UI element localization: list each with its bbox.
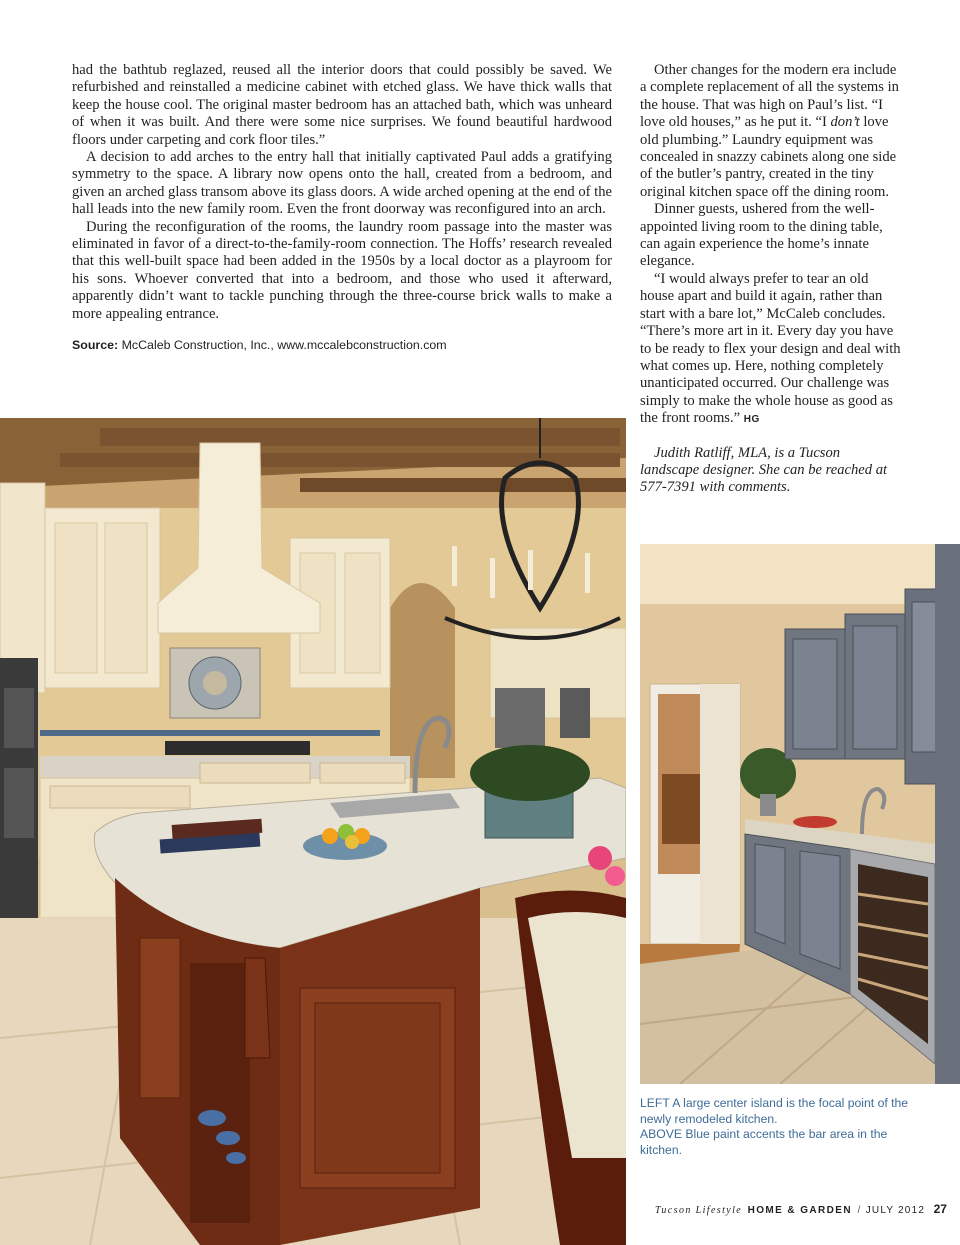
article-paragraph [640,271,902,429]
caption-above-text: Blue paint accents the bar area in the kitchen. [640,1127,888,1157]
article-paragraph: had the bathtub reglazed, reused all the interior doors that could possibly be saved. We refurbished and reinstalled a medicine cabinet with etched glass. We have thick walls that keep the house cool. The original master bedroom has an attached bath, which was unheard of when it was built. And there were some nice surprises. We found beautiful hardwood floors under carpeting and cork floor tiles.” [72,62,612,148]
article-paragraph [640,62,902,201]
paragraph-text: “I would always prefer to tear an old house apart and build it again, rather than start with a bare lot,” McCaleb concludes. “There’s more art in it. Every day you have to be ready to flex your design and deal with what comes up. Here, nothing completely unanticipated occurred. Our challenge was simply to make the whole house as good as the front rooms.” [640,270,901,427]
end-mark: HG [743,414,760,426]
author-bio: Judith Ratliff, MLA, is a Tucson landscape designer. She can be reached at 577-7391 with comments. [640,444,888,496]
source-credit [72,337,612,353]
emphasis-text: don’t [830,114,860,131]
caption-left-text: A large center island is the focal point of the newly remodeled kitchen. [640,1096,909,1126]
bar-area-illustration [640,544,960,1084]
footer-separator: / [857,1205,861,1216]
caption-left-label: LEFT [640,1096,670,1110]
section-name: HOME & GARDEN [747,1205,852,1216]
magazine-name: Tucson Lifestyle [655,1205,743,1216]
kitchen-island-illustration [0,418,626,1245]
source-label: Source: [72,338,119,353]
photo-captions [640,1096,910,1158]
article-paragraph: A decision to add arches to the entry hall that initially captivated Paul adds a gratifying symmetry to the space. A library now opens onto the hall, created from a bedroom, and given an arched glass transom above its glass doors. A wide arched opening at the end of the hall leads into the new family room. Even the front doorway was reconfigured into an arch. [72,149,612,218]
caption-above-label: ABOVE [640,1127,682,1141]
page-number: 27 [933,1202,947,1216]
bar-area-photo [640,544,960,1084]
article-paragraph: During the reconfiguration of the rooms, the laundry room passage into the master was eliminated in favor of a direct-to-the-family-room connection. The Hoffs’ research revealed that this well-built space had been added in the 1950s by a local doctor as a playroom for his sons. Whoever converted that into a bedroom, and those who used it afterward, apparently didn’t want to tackle punching through the three-course brick walls to make a more appealing entrance. [72,218,612,322]
caption-above [640,1127,910,1158]
kitchen-island-photo [0,418,626,1245]
article-right-column [640,62,902,497]
caption-left [640,1096,910,1127]
paragraph-text: love old plumbing.” Laundry equipment was concealed in snazzy cabinets along one side of the butler’s pantry, created in the tiny original kitchen space off the dining room. [640,114,897,200]
paragraph-text: Other changes for the modern era include a complete replacement of all the systems in the house. That was high on Paul’s list. “I love old houses,” as he put it. “I [640,62,899,131]
source-text: McCaleb Construction, Inc., www.mccalebconstruction.com [118,338,447,353]
page-footer [655,1202,947,1220]
issue-date: JULY 2012 [865,1205,926,1216]
article-left-column [72,62,612,353]
article-paragraph: Dinner guests, ushered from the well-appointed living room to the dining table, can again experience the home’s innate elegance. [640,201,883,270]
